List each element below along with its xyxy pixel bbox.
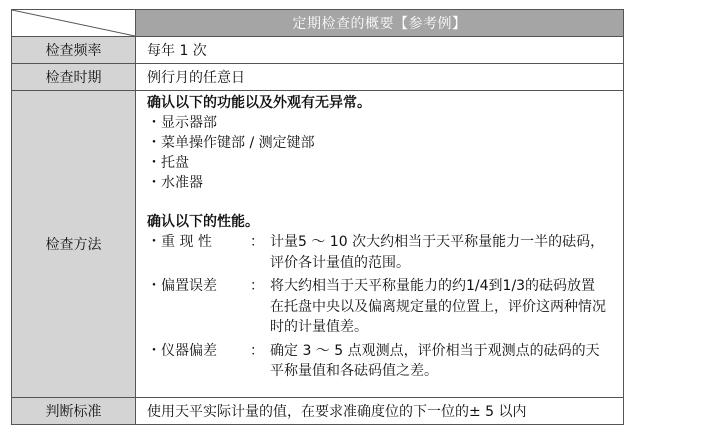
performance-item-colon: ： [250, 278, 264, 294]
row-label-timing: 检查时期 [12, 64, 136, 91]
performance-item-instrument-deviation [147, 341, 623, 382]
row-value-method [136, 91, 624, 398]
performance-check-title: 确认以下的性能。 [147, 214, 259, 230]
performance-item-colon: ： [250, 342, 264, 359]
row-value-criteria: 使用天平实际计量的值，在要求准确度位的下一位的± 5 以内 [136, 398, 624, 425]
performance-item-text: 计量5 ～ 10 次大约相当于天平称量能力一半的砝码，评价各计量值的范围。 [270, 234, 605, 271]
appearance-item-level: ・水准器 [147, 175, 203, 191]
performance-item-label: ・偏置误差 [147, 278, 217, 294]
inspection-overview-table [11, 9, 624, 425]
row-value-timing: 例行月的任意日 [136, 64, 624, 91]
table-row-timing [12, 64, 624, 91]
row-label-method: 检查方法 [12, 91, 136, 398]
table-row-method [12, 91, 624, 398]
performance-item-text: 将大约相当于天平称量能力的约1/4到1/3的砝码放置在托盘中央以及偏离规定量的位置上，评价这两种情况时的计量值差。 [270, 278, 606, 335]
table-title: 定期检查的概要【参考例】 [136, 10, 624, 37]
diagonal-divider [12, 10, 135, 36]
appearance-item-pan: ・托盘 [147, 155, 189, 171]
row-label-frequency: 检查频率 [12, 37, 136, 64]
performance-item-label: ・重 现 性 [147, 234, 212, 250]
performance-item-repeatability [147, 232, 623, 273]
performance-item-text: 确定 3 ～ 5 点观测点，评价相当于观测点的砝码的天平称量值和各砝码值之差。 [270, 342, 600, 379]
table-row-criteria [12, 398, 624, 425]
table-header-row [12, 10, 624, 37]
performance-item-eccentric-error [147, 276, 623, 338]
row-label-criteria: 判断标准 [12, 398, 136, 425]
appearance-item-keys: ・菜单操作键部 / 测定键部 [147, 135, 315, 151]
appearance-check-title: 确认以下的功能以及外观有无异常。 [147, 95, 371, 111]
performance-item-label: ・仪器偏差 [147, 342, 217, 359]
appearance-item-display: ・显示器部 [147, 115, 217, 131]
corner-cell [12, 10, 136, 37]
table-row-frequency [12, 37, 624, 64]
performance-item-colon: ： [250, 234, 264, 250]
row-value-frequency: 每年 1 次 [136, 37, 624, 64]
section-spacer [147, 193, 623, 212]
